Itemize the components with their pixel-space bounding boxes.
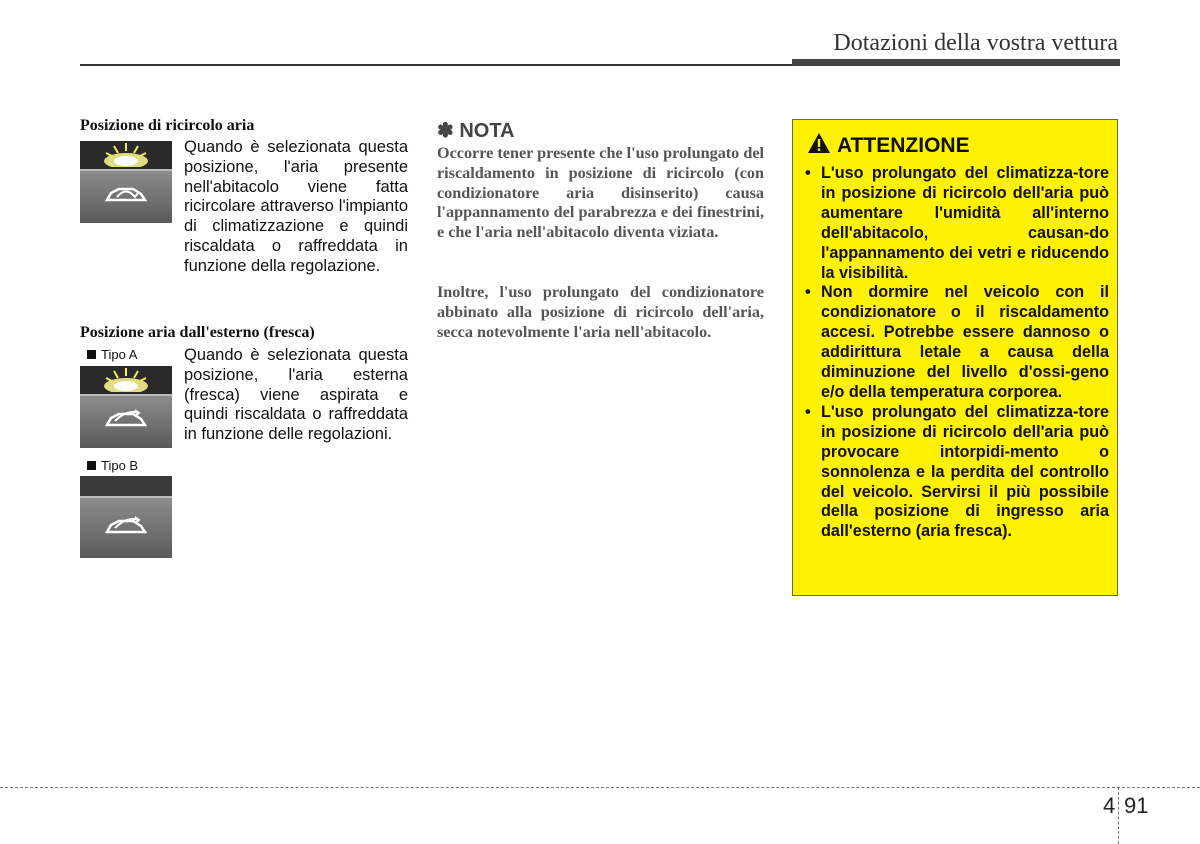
type-a-label: Tipo A xyxy=(87,347,137,362)
fresh-air-button-image-type-b xyxy=(80,476,172,558)
indicator-light-icon xyxy=(102,366,150,392)
warning-item: • Non dormire nel veicolo con il condizionatore o il riscaldamento accesi. Potrebbe essere dannoso o addirittura letale a causa della diminuzione del livello d'ossi-geno e/o della temperatura corporea. xyxy=(805,283,1109,402)
recirc-heading: Posizione di ricircolo aria xyxy=(80,117,255,134)
car-fresh-air-icon xyxy=(103,514,149,538)
square-bullet-icon xyxy=(87,350,96,359)
warning-item: • L'uso prolungato del climatizza-tore in posizione di ricircolo dell'aria può aumentare l'umidità all'interno dell'abitacolo, causan-do l'appannamento dei vetri e riducendo la visibilità. xyxy=(805,164,1109,283)
square-bullet-icon xyxy=(87,461,96,470)
warning-triangle-icon xyxy=(807,132,831,154)
note-paragraph-2: Inoltre, l'uso prolungato del condizionatore abbinato alla posizione di ricircolo dell'aria, secca notevolmente l'aria nell'abitacolo. xyxy=(437,283,764,341)
chapter-number: 4 xyxy=(1103,793,1116,818)
car-fresh-air-icon xyxy=(103,407,149,431)
header-rule xyxy=(80,64,794,66)
warning-item: • L'uso prolungato del climatizza-tore in posizione di ricircolo dell'aria può provocare intorpidi-mento o sonnolenza e la perdita del controllo del veicolo. Servirsi il più possibile della posizione di ingresso aria dall'esterno (aria fresca). xyxy=(805,403,1109,542)
fresh-air-description: Quando è selezionata questa posizione, l'aria esterna (fresca) viene aspirata e quindi riscaldata o raffreddata in funzione delle regolazioni. xyxy=(184,346,408,444)
fresh-air-button-image-type-a xyxy=(80,366,172,448)
warning-heading: ATTENZIONE xyxy=(807,132,970,158)
header-rule-thick xyxy=(792,59,1120,66)
recirc-button-image xyxy=(80,141,172,223)
fresh-air-heading: Posizione aria dall'esterno (fresca) xyxy=(80,324,315,341)
indicator-light-icon xyxy=(102,141,150,167)
note-paragraph-1: Occorre tener presente che l'uso prolungato del riscaldamento in posizione di ricircolo (con condizionatore aria disinserito) causa l'appannamento del parabrezza e dei finestrini, e che l'aria nell'abitacolo diventa viziata. xyxy=(437,144,765,242)
car-recirculation-icon xyxy=(103,182,149,206)
note-heading: ✽ NOTA xyxy=(437,120,515,142)
warning-list xyxy=(805,164,1109,542)
warning-box xyxy=(792,119,1118,596)
recirc-description: Quando è selezionata questa posizione, l'aria presente nell'abitacolo viene fatta ricircolare attraverso l'impianto di climatizzazione e quindi riscaldata o raffreddata in funzione della regolazione. xyxy=(184,138,408,275)
page-section-title: Dotazioni della vostra vettura xyxy=(833,30,1118,56)
type-b-label: Tipo B xyxy=(87,458,138,473)
footer-divider xyxy=(1118,787,1119,844)
footer-rule xyxy=(0,787,1200,788)
page-number: 91 xyxy=(1124,793,1149,818)
